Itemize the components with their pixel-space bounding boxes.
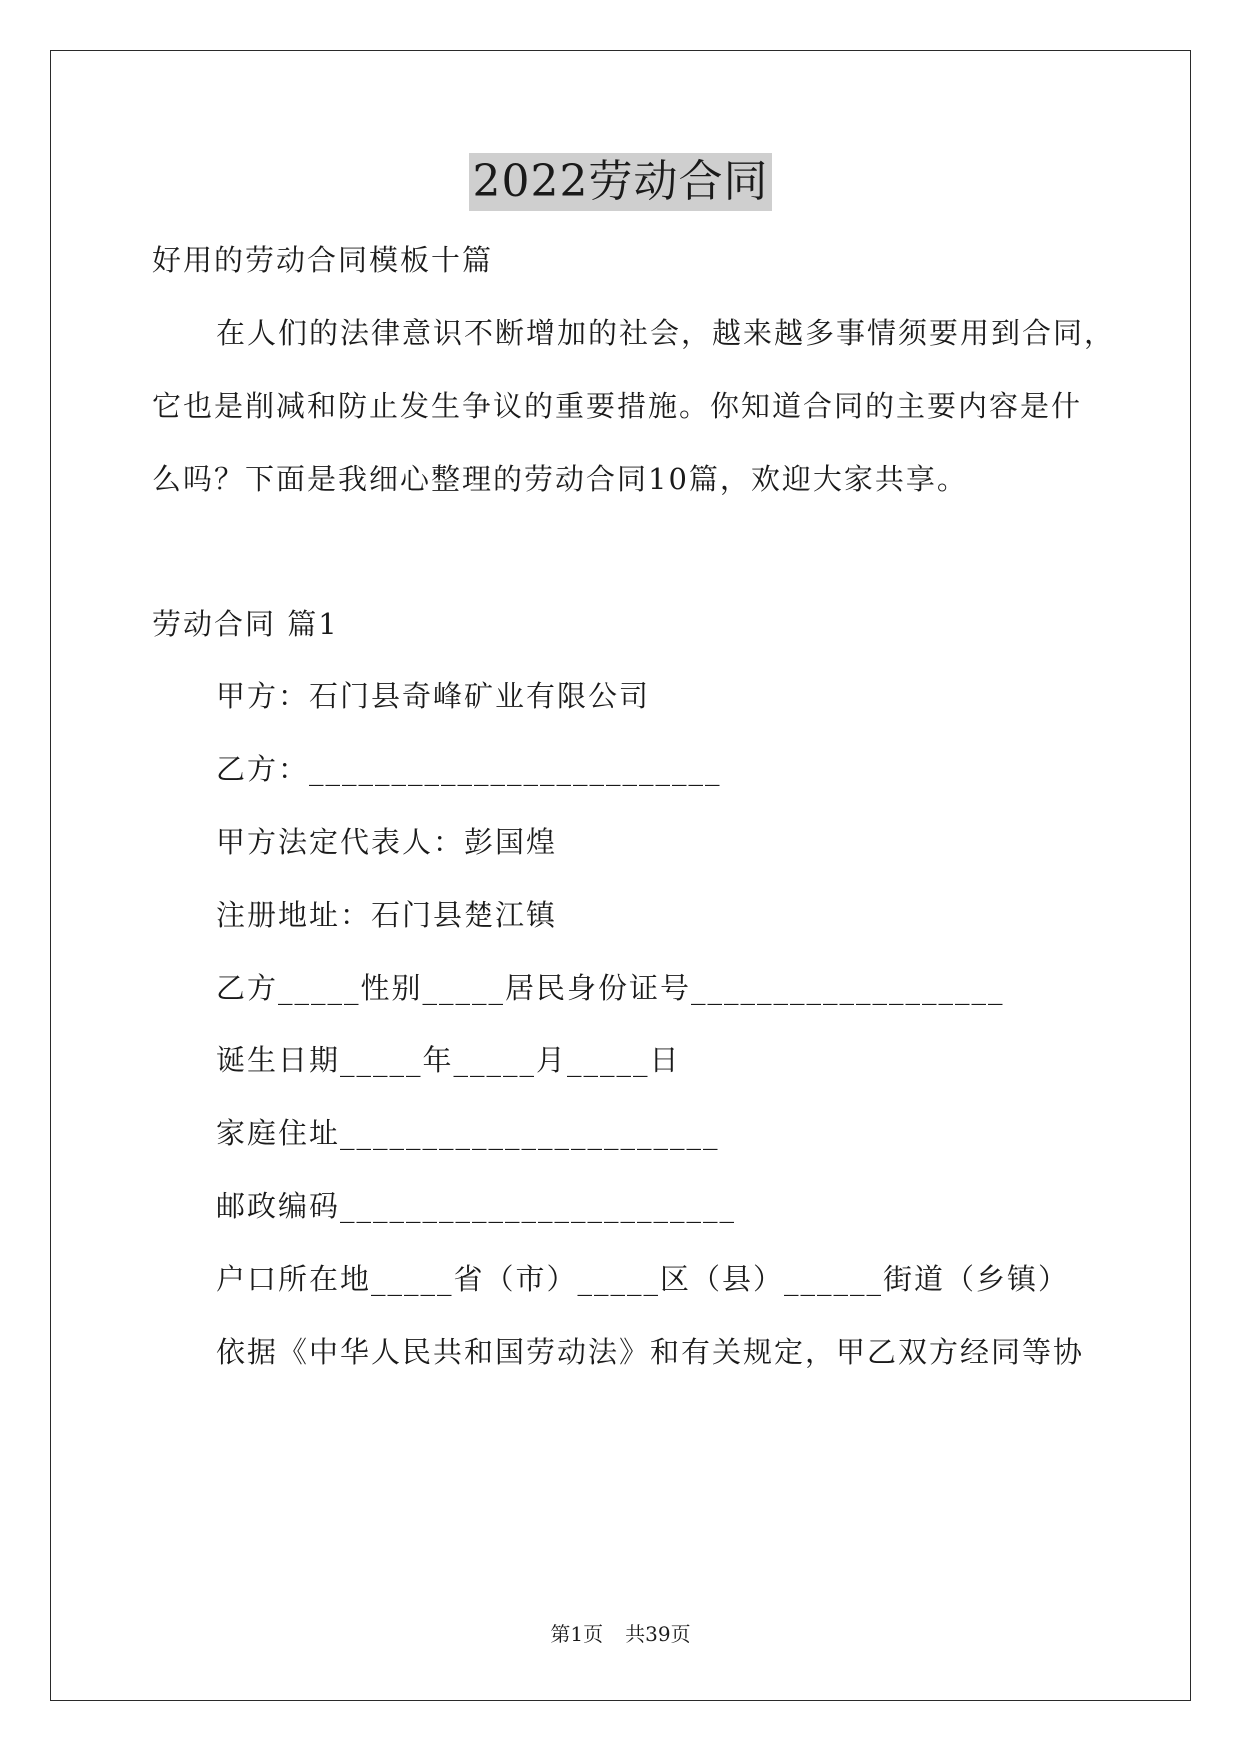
document-title: 2022劳动合同: [469, 153, 773, 211]
party-b: 乙方：_________________________: [216, 752, 722, 786]
legal-basis: 依据《中华人民共和国劳动法》和有关规定，甲乙双方经同等协: [216, 1335, 1085, 1369]
subtitle: 好用的劳动合同模板十篇: [152, 243, 494, 277]
page-number: 第1页: [550, 1622, 604, 1646]
page-border: [50, 50, 1191, 1701]
intro-line-1: 在人们的法律意识不断增加的社会，越来越多事情须要用到合同，: [216, 316, 1116, 350]
page-footer: [0, 1620, 1241, 1648]
page-total: 共39页: [625, 1622, 691, 1646]
birth-date: 诞生日期_____年_____月_____日: [216, 1043, 681, 1077]
intro-line-2: 它也是削减和防止发生争议的重要措施。你知道合同的主要内容是什: [152, 389, 1083, 423]
household-registration: 户口所在地_____省（市）_____区（县）______街道（乡镇）: [216, 1262, 1070, 1296]
postal-code: 邮政编码________________________: [216, 1189, 737, 1223]
party-a: 甲方：石门县奇峰矿业有限公司: [216, 679, 651, 713]
section-heading: 劳动合同 篇1: [152, 607, 339, 641]
legal-representative: 甲方法定代表人：彭国煌: [216, 825, 558, 859]
intro-line-3: 么吗？下面是我细心整理的劳动合同10篇，欢迎大家共享。: [152, 462, 968, 496]
title-container: [0, 153, 1241, 211]
party-b-identity: 乙方_____性别_____居民身份证号___________________: [216, 971, 1005, 1005]
home-address: 家庭住址_______________________: [216, 1116, 720, 1150]
registered-address: 注册地址：石门县楚江镇: [216, 898, 558, 932]
